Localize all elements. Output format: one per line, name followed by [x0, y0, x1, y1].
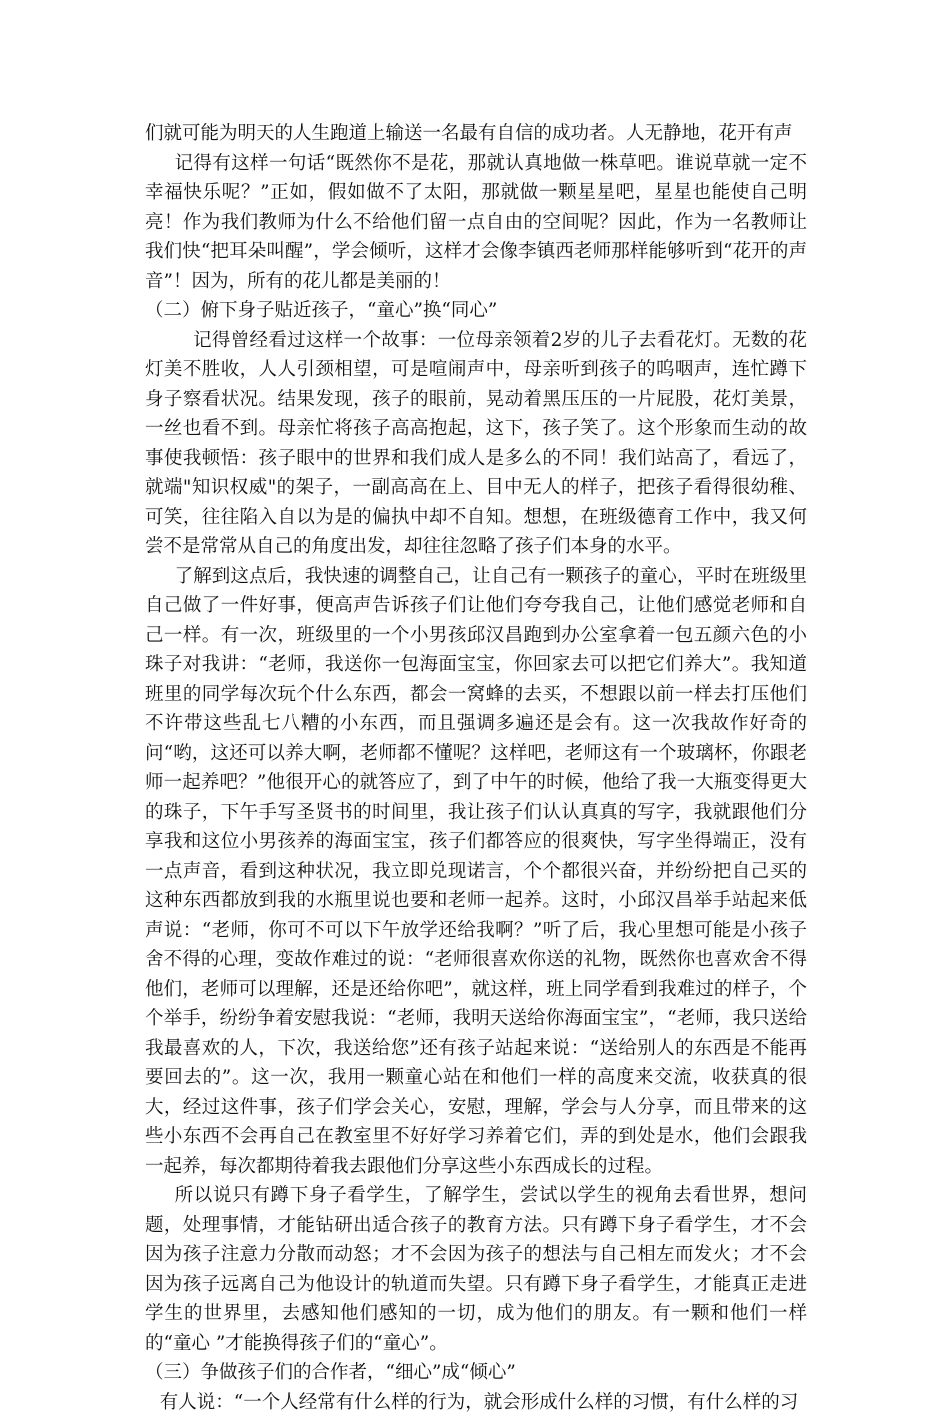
section-heading-2: （二）俯下身子贴近孩子，“童心”换“同心” [145, 296, 807, 326]
paragraph-quote-flower: 记得有这样一句话“既然你不是花，那就认真地做一株草吧。谁说草就一定不幸福快乐呢？”正如，假如做不了太阳，那就做一颗星星吧，星星也能使自己明亮！作为我们教师为什么不给他们留一点自由的空间呢？因此，作为一名教师让我们快“把耳朵叫醒”，学会倾听，这样才会像李镇西老师那样能够听到“花开的声音”！因为，所有的花儿都是美丽的！ [145, 149, 807, 297]
paragraph-habit-quote: 有人说：“一个人经常有什么样的行为，就会形成什么样的习惯，有什么样的习 [145, 1388, 807, 1417]
paragraph-continuation: 们就可能为明天的人生跑道上输送一名最有自信的成功者。人无静地，花开有声 [145, 119, 807, 149]
section-heading-3: （三）争做孩子们的合作者，“细心”成“倾心” [145, 1358, 807, 1388]
document-body [145, 119, 807, 1417]
paragraph-conclusion: 所以说只有蹲下身子看学生，了解学生，尝试以学生的视角去看世界，想问题，处理事情，才能钻研出适合孩子的教育方法。只有蹲下身子看学生，才不会因为孩子注意力分散而动怒；才不会因为孩子的想法与自己相左而发火；才不会因为孩子远离自己为他设计的轨道而失望。只有蹲下身子看学生，才能真正走进学生的世界里，去感知他们感知的一切，成为他们的朋友。有一颗和他们一样的“童心 ”才能换得孩子们的“童心”。 [145, 1181, 807, 1358]
paragraph-sea-baby-story: 了解到这点后，我快速的调整自己，让自己有一颗孩子的童心，平时在班级里自己做了一件好事，便高声告诉孩子们让他们夸夸我自己，让他们感觉老师和自己一样。有一次，班级里的一个小男孩邱汉昌跑到办公室拿着一包五颜六色的小珠子对我讲：“老师，我送你一包海面宝宝，你回家去可以把它们养大”。我知道班里的同学每次玩个什么东西，都会一窝蜂的去买，不想跟以前一样去打压他们不许带这些乱七八糟的小东西，而且强调多遍还是会有。这一次我故作好奇的问“哟，这还可以养大啊，老师都不懂呢？这样吧，老师这有一个玻璃杯，你跟老师一起养吧？”他很开心的就答应了，到了中午的时候，他给了我一大瓶变得更大的珠子，下午手写圣贤书的时间里，我让孩子们认认真真的写字，我就跟他们分享我和这位小男孩养的海面宝宝，孩子们都答应的很爽快，写字坐得端正，没有一点声音，看到这种状况，我立即兑现诺言，个个都很兴奋，并纷纷把自己买的这种东西都放到我的水瓶里说也要和老师一起养。这时，小邱汉昌举手站起来低声说：“老师，你可不可以下午放学还给我啊？”听了后，我心里想可能是小孩子舍不得的心理，变故作难过的说：“老师很喜欢你送的礼物，既然你也喜欢舍不得他们，老师可以理解，还是还给你吧”，就这样，班上同学看到我难过的样子，个个举手，纷纷争着安慰我说：“老师，我明天送给你海面宝宝”，“老师，我只送给我最喜欢的人，下次，我送给您”还有孩子站起来说：“送给别人的东西是不能再要回去的”。这一次，我用一颗童心站在和他们一样的高度来交流，收获真的很大，经过这件事，孩子们学会关心，安慰，理解，学会与人分享，而且带来的这些小东西不会再自己在教室里不好好学习养着它们，弄的到处是水，他们会跟我一起养，每次都期待着我去跟他们分享这些小东西成长的过程。 [145, 562, 807, 1182]
paragraph-lantern-story: 记得曾经看过这样一个故事：一位母亲领着2岁的儿子去看花灯。无数的花灯美不胜收，人人引颈相望，可是喧闹声中，母亲听到孩子的呜咽声，连忙蹲下身子察看状况。结果发现，孩子的眼前，晃动着黑压压的一片屁股，花灯美景，一丝也看不到。母亲忙将孩子高高抱起，这下，孩子笑了。这个形象而生动的故事使我顿悟：孩子眼中的世界和我们成人是多么的不同！我们站高了，看远了，就端"知识权威"的架子，一副高高在上、目中无人的样子，把孩子看得很幼稚、可笑，往往陷入自以为是的偏执中却不自知。想想，在班级德育工作中，我又何尝不是常常从自己的角度出发，却往往忽略了孩子们本身的水平。 [145, 326, 807, 562]
